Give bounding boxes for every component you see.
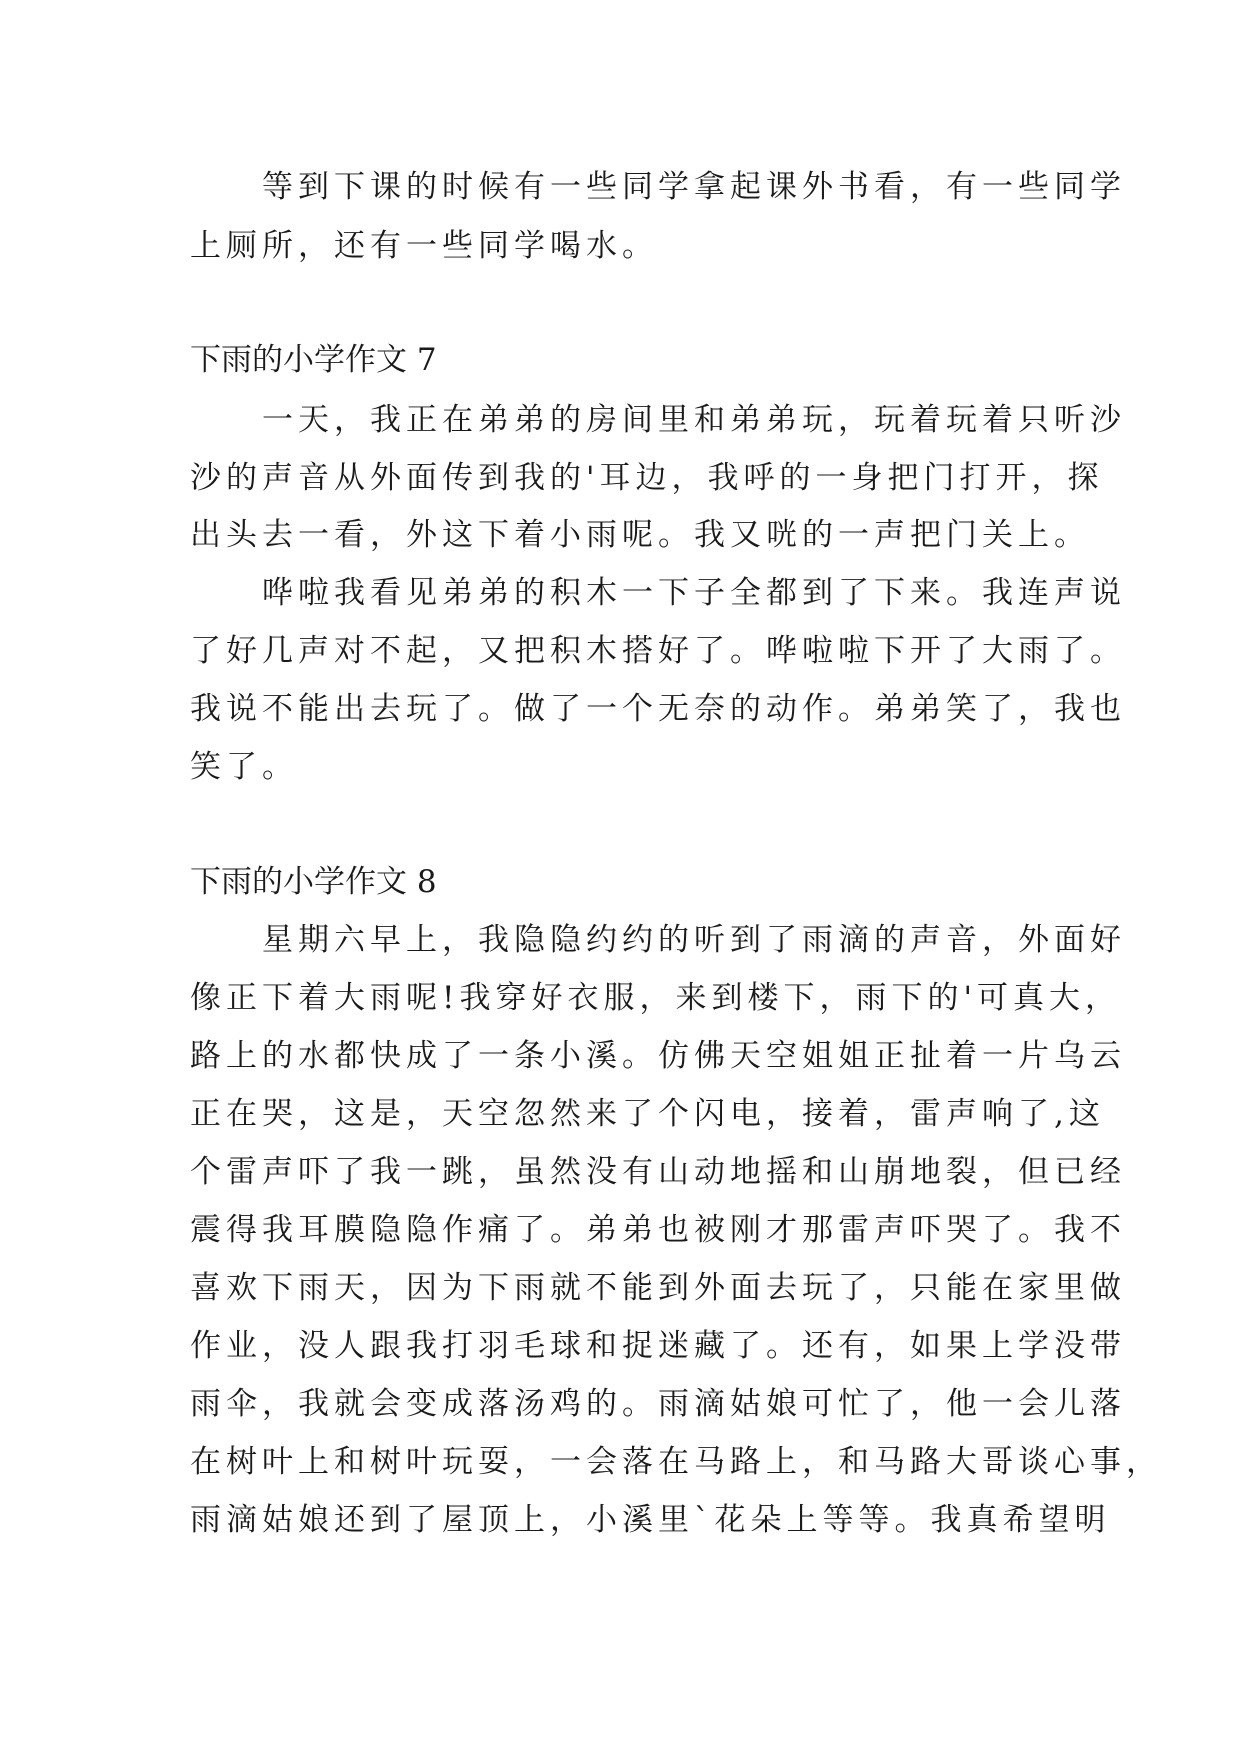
paragraph-line: 哗啦我看见弟弟的积木一下子全都到了下来。我连声说 <box>190 575 1126 611</box>
paragraph-line: 雨滴姑娘还到了屋顶上，小溪里`花朵上等等。我真希望明 <box>190 1502 1111 1538</box>
section-heading: 下雨的小学作文 8 <box>190 864 437 900</box>
paragraph-line: 一天，我正在弟弟的房间里和弟弟玩，玩着玩着只听沙 <box>190 402 1126 438</box>
paragraph-line: 雨伞，我就会变成落汤鸡的。雨滴姑娘可忙了，他一会儿落 <box>190 1386 1126 1422</box>
paragraph-line: 正在哭，这是，天空忽然来了个闪电，接着，雷声响了,这 <box>190 1096 1105 1132</box>
paragraph-line: 上厕所，还有一些同学喝水。 <box>190 228 658 264</box>
paragraph-line: 像正下着大雨呢!我穿好衣服，来到楼下，雨下的'可真大， <box>190 980 1121 1016</box>
paragraph-line: 出头去一看，外这下着小雨呢。我又咣的一声把门关上。 <box>190 517 1090 553</box>
paragraph-line: 沙的声音从外面传到我的'耳边，我呼的一身把门打开，探 <box>190 460 1104 496</box>
paragraph-line: 路上的水都快成了一条小溪。仿佛天空姐姐正扯着一片乌云 <box>190 1038 1126 1074</box>
paragraph-line: 在树叶上和树叶玩耍，一会落在马路上，和马路大哥谈心事， <box>190 1444 1162 1480</box>
section-heading: 下雨的小学作文 7 <box>190 342 437 378</box>
paragraph-line: 喜欢下雨天，因为下雨就不能到外面去玩了，只能在家里做 <box>190 1270 1126 1306</box>
paragraph-line: 作业，没人跟我打羽毛球和捉迷藏了。还有，如果上学没带 <box>190 1328 1126 1364</box>
paragraph-line: 个雷声吓了我一跳，虽然没有山动地摇和山崩地裂，但已经 <box>190 1154 1126 1190</box>
paragraph-line: 了好几声对不起，又把积木搭好了。哗啦啦下开了大雨了。 <box>190 633 1126 669</box>
paragraph-line: 我说不能出去玩了。做了一个无奈的动作。弟弟笑了，我也 <box>190 691 1126 727</box>
paragraph-line: 震得我耳膜隐隐作痛了。弟弟也被刚才那雷声吓哭了。我不 <box>190 1212 1126 1248</box>
paragraph-line: 笑了。 <box>190 749 298 785</box>
paragraph-line: 星期六早上，我隐隐约约的听到了雨滴的声音，外面好 <box>190 922 1126 958</box>
paragraph-line: 等到下课的时候有一些同学拿起课外书看，有一些同学 <box>190 169 1126 205</box>
